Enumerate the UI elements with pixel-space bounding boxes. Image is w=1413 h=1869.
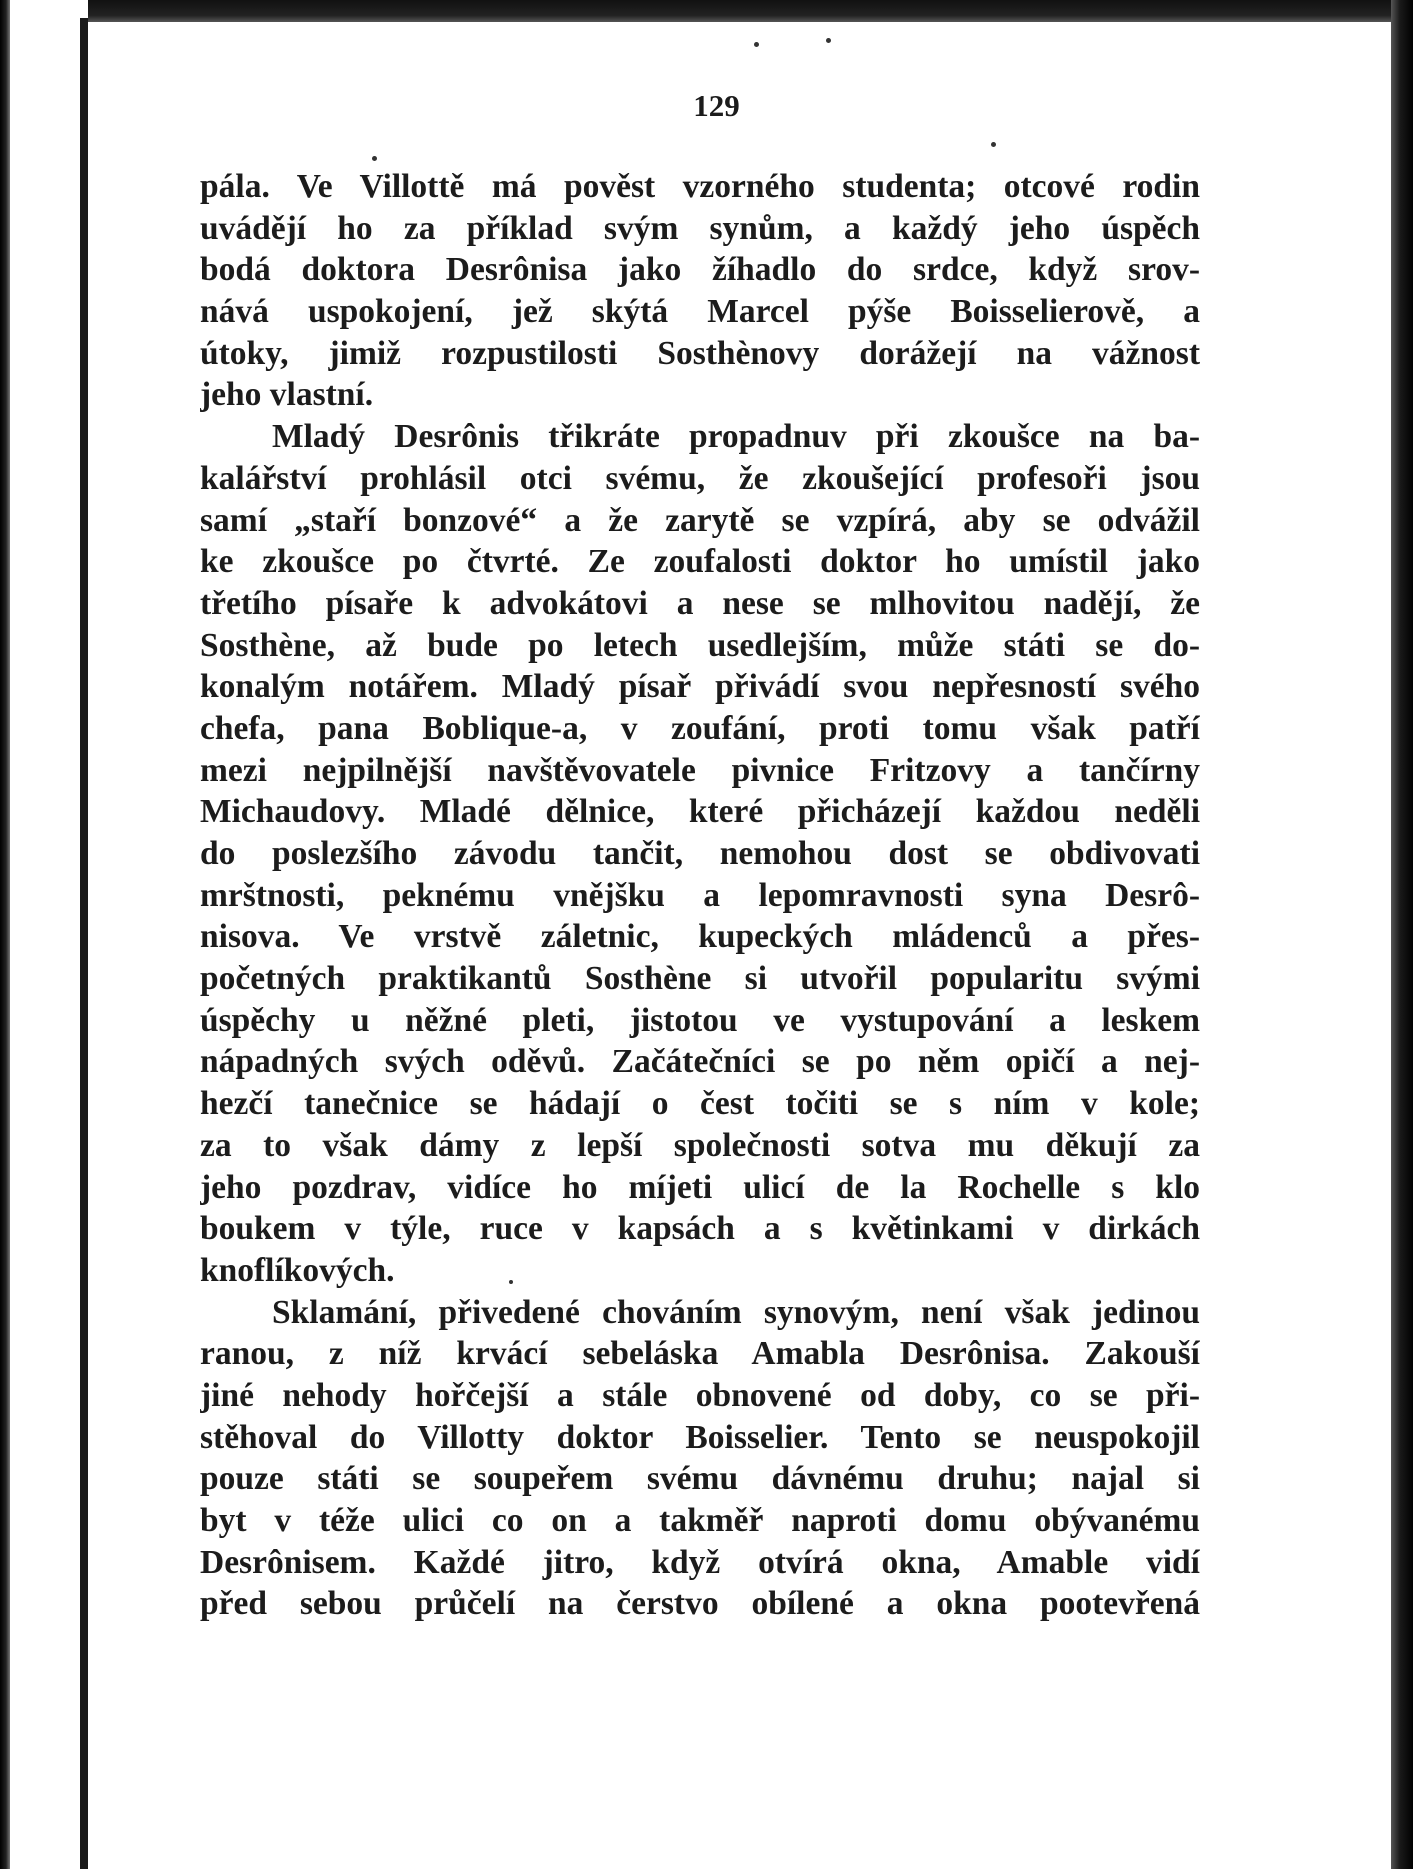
scan-border-left: [0, 0, 88, 1869]
scan-border-top: [0, 0, 1413, 22]
text-line: úspěchy u něžné pleti, jistotou ve vystupování a leskem: [200, 1001, 1200, 1039]
text-line: Mladý Desrônis třikráte propadnuv při zkoušce na ba-: [272, 418, 1200, 456]
text-line: kalářství prohlásil otci svému, že zkoušející profesoři jsou: [200, 459, 1200, 497]
text-line: před sebou průčelí na čerstvo obílené a okna pootevřená: [200, 1585, 1200, 1623]
body-text: [200, 166, 1200, 1625]
text-line: Desrônisem. Každé jitro, když otvírá okna, Amable vidí: [200, 1543, 1200, 1581]
text-line: jeho pozdrav, vidíce ho míjeti ulicí de la Rochelle s klo: [200, 1168, 1200, 1206]
scan-speck: [754, 42, 759, 47]
text-line: boukem v týle, ruce v kapsách a s květinkami v dirkách: [200, 1210, 1200, 1248]
scan-speck: [826, 38, 831, 43]
text-line: do poslezšího závodu tančit, nemohou dost se obdivovati: [200, 835, 1200, 872]
page-gutter-line: [80, 18, 88, 1869]
text-line: uvádějí ho za příklad svým synům, a každý jeho úspěch: [200, 209, 1200, 247]
page-number: 129: [693, 88, 740, 123]
text-line: stěhoval do Villotty doktor Boisselier. Tento se neuspokojil: [200, 1418, 1200, 1456]
text-line: jeho vlastní.: [200, 376, 374, 414]
text-line: mrštnosti, peknému vnějšku a lepomravnosti syna Desrô-: [200, 876, 1200, 914]
text-line: početných praktikantů Sosthène si utvořil popularitu svými: [200, 960, 1200, 998]
text-line: Sosthène, až bude po letech usedlejším, může státi se do-: [200, 626, 1200, 664]
text-line: útoky, jimiž rozpustilosti Sosthènovy dorážejí na vážnost: [200, 334, 1200, 372]
text-line: hezčí tanečnice se hádají o čest točiti se s ním v kole;: [200, 1085, 1200, 1123]
scan-border-right: [1391, 0, 1413, 1869]
text-line: mezi nejpilnější navštěvovatele pivnice Fritzovy a tančírny: [200, 751, 1200, 789]
text-line: Sklamání, přivedené chováním synovým, není však jedinou: [272, 1293, 1200, 1331]
text-line: byt v téže ulici co on a takměř naproti domu obývanému: [200, 1502, 1200, 1539]
text-line: chefa, pana Boblique-a, v zoufání, proti tomu však patří: [200, 709, 1200, 747]
text-line: konalým notářem. Mladý písař přivádí svou nepřesností svého: [200, 668, 1200, 706]
paragraph: [200, 416, 1200, 1291]
text-line: třetího písaře k advokátovi a nese se mlhovitou nadějí, že: [200, 584, 1200, 622]
text-line: pouze státi se soupeřem svému dávnému druhu; najal si: [200, 1460, 1200, 1498]
text-line: pála. Ve Villottě má pověst vzorného studenta; otcové rodin: [200, 168, 1200, 205]
paragraph: [200, 1292, 1200, 1626]
text-line: ke zkoušce po čtvrté. Ze zoufalosti doktor ho umístil jako: [200, 543, 1200, 581]
scan-speck: [372, 156, 377, 161]
text-line: nává uspokojení, jež skýtá Marcel pýše Boisselierově, a: [200, 293, 1200, 331]
text-line: knoflíkových.: [200, 1251, 395, 1289]
text-line: Michaudovy. Mladé dělnice, které přicházejí každou neděli: [200, 793, 1200, 831]
text-line: nápadných svých oděvů. Začátečníci se po něm opičí a nej-: [200, 1043, 1200, 1081]
scan-speck: [991, 142, 996, 147]
text-line: za to však dámy z lepší společnosti sotva mu děkují za: [200, 1126, 1200, 1164]
text-line: nisova. Ve vrstvě záletnic, kupeckých mládenců a přes-: [200, 918, 1200, 956]
text-line: bodá doktora Desrônisa jako žíhadlo do srdce, když srov-: [200, 251, 1200, 289]
paragraph: [200, 166, 1200, 416]
text-line: jiné nehody hořčejší a stále obnovené od doby, co se při-: [200, 1376, 1200, 1414]
text-line: samí „staří bonzové“ a že zarytě se vzpírá, aby se odvážil: [200, 501, 1200, 539]
scan-edge-left: [0, 0, 10, 1869]
text-line: ranou, z níž krvácí sebeláska Amabla Desrônisa. Zakouší: [200, 1335, 1200, 1373]
